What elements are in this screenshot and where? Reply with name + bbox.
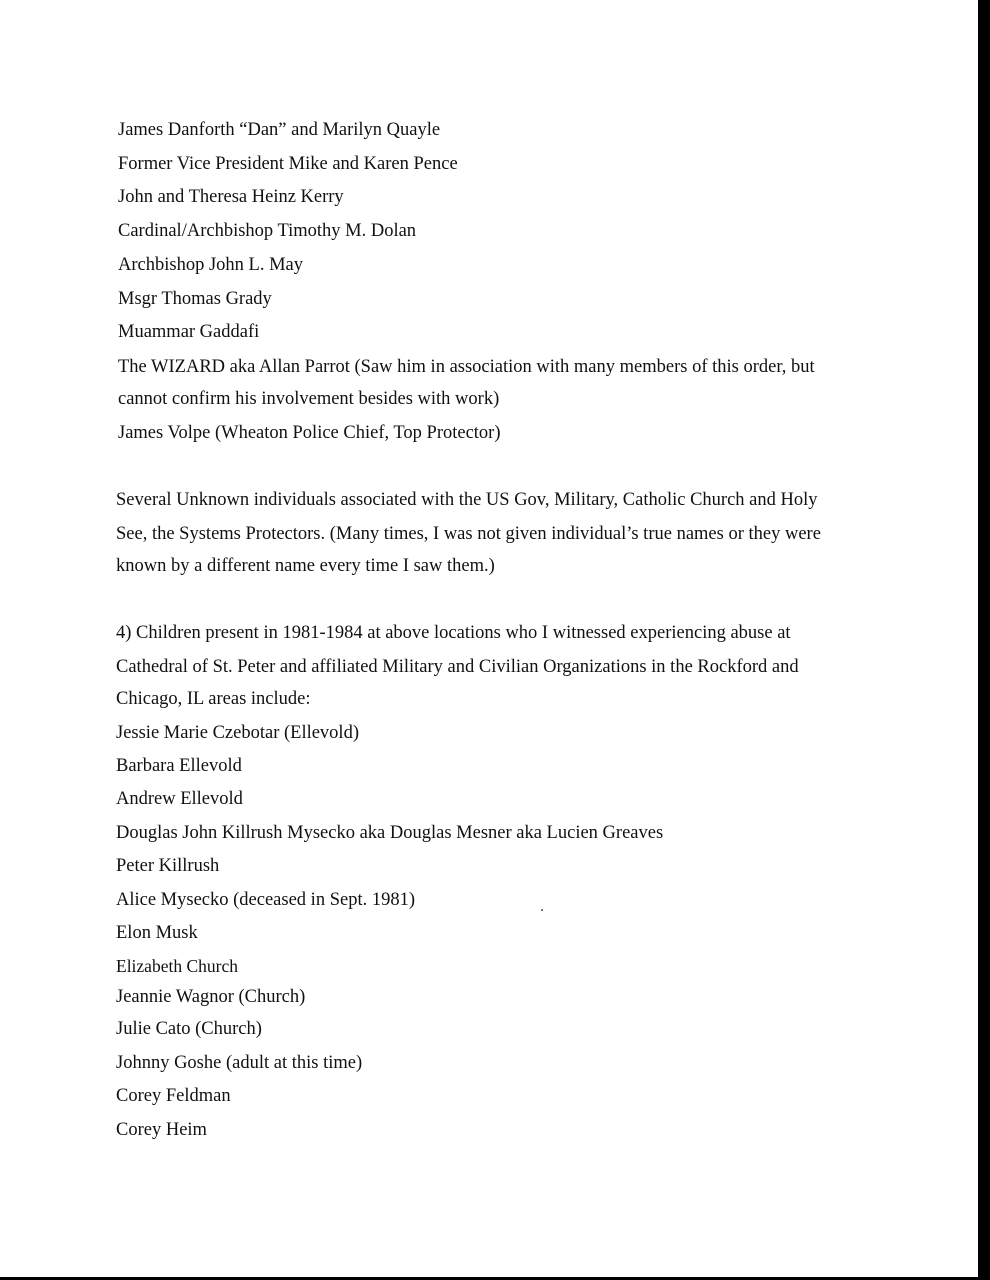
- list-item: Jeannie Wagnor (Church): [116, 987, 306, 1007]
- list-item: Barbara Ellevold: [116, 756, 242, 776]
- section-intro-line: 4) Children present in 1981-1984 at above locations who I witnessed experiencing abuse at: [116, 623, 791, 643]
- list-item: Former Vice President Mike and Karen Pence: [118, 154, 458, 174]
- list-item: James Volpe (Wheaton Police Chief, Top Protector): [118, 423, 501, 443]
- scan-border-right: [978, 0, 990, 1280]
- list-item-continuation: cannot confirm his involvement besides with work): [118, 389, 500, 409]
- list-item: Msgr Thomas Grady: [118, 289, 272, 309]
- list-item: Peter Killrush: [116, 856, 220, 876]
- list-item: Andrew Ellevold: [116, 789, 243, 809]
- list-item: Elizabeth Church: [116, 956, 238, 976]
- paragraph-line: Several Unknown individuals associated with the US Gov, Military, Catholic Church and Holy: [116, 490, 818, 510]
- list-item: Corey Feldman: [116, 1086, 231, 1106]
- list-item: Johnny Goshe (adult at this time): [116, 1053, 363, 1073]
- list-item: Corey Heim: [116, 1120, 207, 1140]
- paragraph-line: See, the Systems Protectors. (Many times, I was not given individual’s true names or they were: [116, 524, 821, 544]
- list-item: Jessie Marie Czebotar (Ellevold): [116, 723, 359, 743]
- list-item: James Danforth “Dan” and Marilyn Quayle: [118, 120, 441, 140]
- list-item: Muammar Gaddafi: [118, 322, 260, 342]
- section-intro-line: Chicago, IL areas include:: [116, 689, 311, 709]
- list-item: Julie Cato (Church): [116, 1019, 262, 1039]
- list-item: Cardinal/Archbishop Timothy M. Dolan: [118, 221, 417, 241]
- list-item: The WIZARD aka Allan Parrot (Saw him in association with many members of this order, but: [118, 357, 815, 377]
- scan-speck: [541, 909, 543, 911]
- list-item: Douglas John Killrush Mysecko aka Douglas Mesner aka Lucien Greaves: [116, 823, 664, 843]
- list-item: Elon Musk: [116, 923, 198, 943]
- paragraph-line: known by a different name every time I saw them.): [116, 556, 495, 576]
- section-intro-line: Cathedral of St. Peter and affiliated Military and Civilian Organizations in the Rockford and: [116, 657, 799, 677]
- list-item: Archbishop John L. May: [118, 255, 303, 275]
- list-item: Alice Mysecko (deceased in Sept. 1981): [116, 890, 415, 910]
- list-item: John and Theresa Heinz Kerry: [118, 187, 344, 207]
